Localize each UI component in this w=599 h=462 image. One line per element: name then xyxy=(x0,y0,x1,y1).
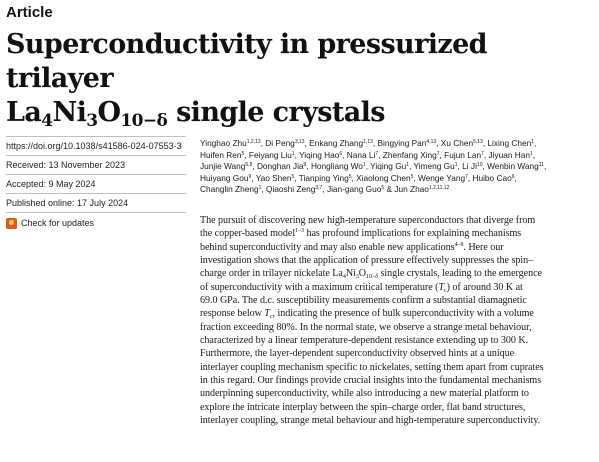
author-affiliation: 4,13 xyxy=(426,139,437,145)
author-name[interactable]: Huiyang Gou$^9$ xyxy=(200,172,252,183)
author-affiliation: 1,2,13 xyxy=(246,139,261,145)
title-part2: single crystals xyxy=(167,97,385,128)
author-affiliation: 7 xyxy=(481,150,484,157)
author-affiliation: 9 xyxy=(303,162,307,169)
author-affiliation: 5,13 xyxy=(473,139,483,145)
author-name[interactable]: Junjie Wang$^{5,8}$ xyxy=(200,161,253,172)
paper-title xyxy=(6,28,596,130)
author-affiliation: 1 xyxy=(531,139,535,145)
author-affiliation: 1 xyxy=(454,162,458,169)
abstract xyxy=(200,214,595,428)
author-name[interactable]: Hongliang Wo$^1$ xyxy=(310,161,366,172)
author-name[interactable]: Nana Li$^7$ xyxy=(346,149,379,160)
author-name[interactable]: Huifen Ren$^5$ xyxy=(200,149,245,160)
author-affiliation: 5 xyxy=(348,173,352,180)
author-affiliation: 5 xyxy=(241,150,245,157)
abstract-line: behind superconductivity and may also enable new applications$^{4-8}$. Here our xyxy=(200,241,504,253)
author-name[interactable]: Wenge Yang$^7$ xyxy=(418,172,468,183)
author-name[interactable]: Jian-gang Guo$^5$ xyxy=(326,184,385,195)
abstract-line: charge order in trilayer nickelate $La_4Ni_3O_{10-\delta}$ single crystals, leading to the emergence xyxy=(200,268,542,281)
article-metadata xyxy=(6,136,186,229)
author-affiliation: 6 xyxy=(339,150,343,157)
author-affiliation: 1,2,11,12 xyxy=(428,185,450,192)
author-name[interactable]: Yimeng Gu$^1$ xyxy=(413,161,458,172)
author-line: Huifen Ren$^5$, Feiyang Liu$^1$, Yiqing Hao$^6$, Nana Li$^7$, Zhenfang Xing$^7$, Fujun Lan$^7$, Jiyuan Han$^1$, xyxy=(200,149,536,160)
author-affiliation: 5,8 xyxy=(245,162,253,169)
abstract-line: interlayer coupling mechanism specific to nickelates, setting them apart from cuprates xyxy=(200,361,544,373)
author-line: Junjie Wang$^{5,8}$, Donghan Jia$^9$, Hongliang Wo$^1$, Yiqing Gu$^1$, Yimeng Gu$^1$, Li Ji$^{10}$, Wenbin Wang$^{11}$, xyxy=(200,161,547,172)
author-name[interactable]: Xu Chen$^{5,13}$ xyxy=(440,138,483,148)
author-affiliation: 9 xyxy=(248,173,252,180)
author-affiliation: 1 xyxy=(258,185,262,192)
author-list xyxy=(200,138,595,196)
author-name[interactable]: Enkang Zhang$^{1,13}$ xyxy=(309,138,373,148)
author-affiliation: 6 xyxy=(511,173,515,180)
author-name[interactable]: Di Peng$^{3,13}$ xyxy=(265,138,305,148)
check-updates-icon xyxy=(6,218,17,229)
author-affiliation: 1 xyxy=(362,162,366,169)
abstract-line: of superconductivity with a maximum critical temperature $(T_c)$ of around 30 K at xyxy=(200,281,523,294)
author-name[interactable]: Changlin Zheng$^1$ xyxy=(200,184,262,195)
received-date: Received: 13 November 2023 xyxy=(6,156,186,175)
check-for-updates-label: Check for updates xyxy=(21,218,95,228)
abstract-line: The pursuit of discovering new high-temperature superconductors that diverge from xyxy=(200,215,536,226)
author-affiliation: 5 xyxy=(381,185,385,192)
author-name[interactable]: Donghan Jia$^9$ xyxy=(256,161,307,172)
author-name[interactable]: Bingying Pan$^{4,13}$ xyxy=(377,138,437,148)
author-line: Huiyang Gou$^9$, Yao Shen$^5$, Tianping Ying$^5$, Xiaolong Chen$^5$, Wenge Yang$^7$, Huibo Cao$^6$, xyxy=(200,172,517,183)
author-affiliation: 7 xyxy=(375,150,379,157)
author-affiliation: 1 xyxy=(406,162,410,169)
author-affiliation: 11 xyxy=(538,162,544,169)
author-line: Changlin Zheng$^1$, Qiaoshi Zeng$^{3,7}$, Jian-gang Guo$^5$ & Jun Zhao$^{1,2,11,12}$ xyxy=(200,184,450,195)
author-affiliation: 10 xyxy=(476,162,483,169)
abstract-line: the copper-based model$^{1-3}$ has profound implications for explaining mechanisms xyxy=(200,228,522,240)
author-affiliation: 1 xyxy=(291,150,295,157)
author-name[interactable]: Jiyuan Han$^1$ xyxy=(488,149,533,160)
author-line: Yinghao Zhu$^{1,2,13}$, Di Peng$^{3,13}$, Enkang Zhang$^{1,13}$, Bingying Pan$^{4,13}$, Xu Chen$^{5,13}$, Lixing Chen$^1$, xyxy=(200,138,537,148)
abstract-line: explore the intricate interplay between the spin–charge order, flat band structures, xyxy=(200,401,526,413)
author-name[interactable]: Tianping Ying$^5$ xyxy=(298,172,352,183)
abstract-line: interlayer coupling, strange metal behaviour and high-temperature superconductivity. xyxy=(200,415,541,427)
author-name[interactable]: Qiaoshi Zeng$^{3,7}$ xyxy=(266,184,323,195)
author-name[interactable]: Yiqing Gu$^1$ xyxy=(370,161,410,172)
author-affiliation: 5 xyxy=(291,173,295,180)
abstract-line: 69.0 GPa. The d.c. susceptibility measurements confirm a substantial diamagnetic xyxy=(200,295,527,307)
author-name[interactable]: Yinghao Zhu$^{1,2,13}$ xyxy=(200,138,261,148)
title-part1: Superconductivity in pressurized trilayer xyxy=(6,29,487,94)
doi-link[interactable]: https://doi.org/10.1038/s41586-024-07553-3 xyxy=(6,136,186,156)
abstract-line: underpinning superconductivity, while also introducing a new material platform to xyxy=(200,388,529,400)
check-for-updates-button[interactable] xyxy=(6,217,186,229)
author-affiliation: 3,7 xyxy=(315,185,323,192)
author-name[interactable]: Huibo Cao$^6$ xyxy=(472,172,515,183)
author-name[interactable]: Wenbin Wang$^{11}$ xyxy=(487,161,544,172)
abstract-line: investigation shows that the application of pressure effectively suppresses the spin– xyxy=(200,255,534,267)
abstract-line: characterized by a linear temperature-dependent resistance extending up to 300 K. xyxy=(200,335,529,347)
abstract-line: in this regard. Our findings provide crucial insights into the fundamental mechanisms xyxy=(200,375,542,387)
author-affiliation: 7 xyxy=(465,173,468,180)
article-type-label: Article xyxy=(6,4,53,21)
author-name[interactable]: Lixing Chen$^1$ xyxy=(487,138,535,148)
author-affiliation: 7 xyxy=(436,150,440,157)
author-name[interactable]: Xiaolong Chen$^5$ xyxy=(356,172,414,183)
author-name[interactable]: Jun Zhao$^{1,2,11,12}$ xyxy=(394,184,450,195)
abstract-line: response below $T_c$, indicating the presence of bulk superconductivity with a volume xyxy=(200,308,534,321)
author-name[interactable]: Fujun Lan$^7$ xyxy=(444,149,484,160)
author-affiliation: 5 xyxy=(410,173,414,180)
abstract-line: Furthermore, the layer-dependent superconductivity observed hints at a unique xyxy=(200,348,515,360)
author-name[interactable]: Feiyang Liu$^1$ xyxy=(248,149,295,160)
accepted-date: Accepted: 9 May 2024 xyxy=(6,175,186,194)
author-affiliation: 1 xyxy=(530,150,533,157)
author-name[interactable]: Yiqing Hao$^6$ xyxy=(299,149,343,160)
published-date: Published online: 17 July 2024 xyxy=(6,194,186,213)
author-affiliation: 1,13 xyxy=(363,139,373,145)
author-affiliation: 3,13 xyxy=(294,139,305,145)
author-name[interactable]: Yao Shen$^5$ xyxy=(255,172,295,183)
author-name[interactable]: Zhenfang Xing$^7$ xyxy=(382,149,440,160)
author-name[interactable]: Li Ji$^{10}$ xyxy=(462,161,483,172)
title-formula: $La_4Ni_3O_{10-\delta}$ xyxy=(6,97,168,131)
abstract-line: fraction exceeding 80%. In the normal state, we observe a strange metal behaviour, xyxy=(200,321,532,333)
